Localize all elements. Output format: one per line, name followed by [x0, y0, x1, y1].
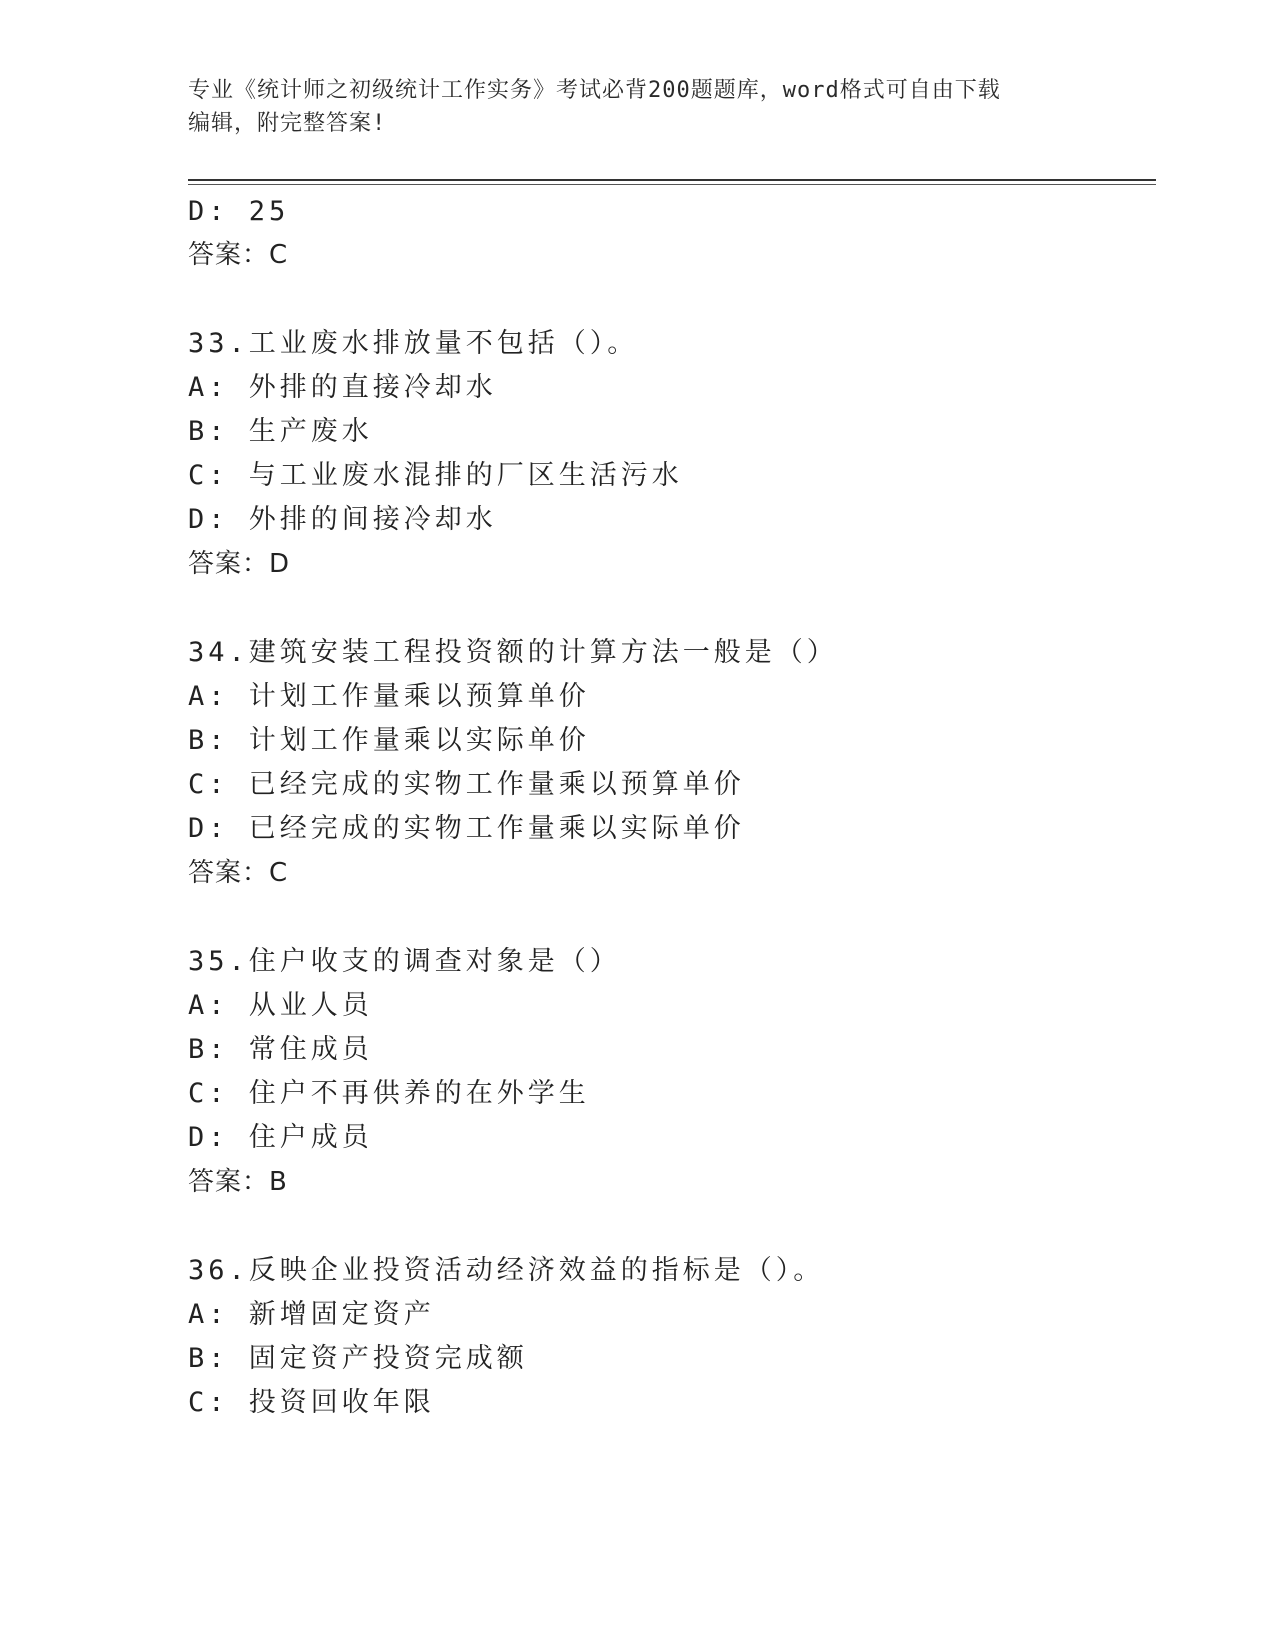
question-33-option-a: A: 外排的直接冷却水 [188, 372, 497, 403]
question-36-option-a: A: 新增固定资产 [188, 1299, 435, 1330]
question-34-option-c: C: 已经完成的实物工作量乘以预算单价 [188, 769, 745, 800]
question-35-option-c: C: 住户不再供养的在外学生 [188, 1078, 590, 1109]
question-35-stem: 35.住户收支的调查对象是（） [188, 946, 621, 977]
prev-answer: 答案：C [188, 240, 289, 270]
prev-option-d: D: 25 [188, 196, 290, 227]
question-33-answer: 答案：D [188, 549, 291, 579]
question-34-answer: 答案：C [188, 858, 289, 888]
header-divider-thick [188, 179, 1156, 181]
header-divider-thin [188, 184, 1156, 185]
question-34-option-d: D: 已经完成的实物工作量乘以实际单价 [188, 813, 745, 844]
question-33-option-c: C: 与工业废水混排的厂区生活污水 [188, 460, 683, 491]
question-35-option-d: D: 住户成员 [188, 1122, 373, 1153]
question-36-option-b: B: 固定资产投资完成额 [188, 1343, 528, 1374]
question-33-option-d: D: 外排的间接冷却水 [188, 504, 497, 535]
question-34-stem: 34.建筑安装工程投资额的计算方法一般是（） [188, 637, 838, 668]
question-33-option-b: B: 生产废水 [188, 416, 373, 447]
question-33-stem: 33.工业废水排放量不包括（）。 [188, 328, 639, 359]
question-36-stem: 36.反映企业投资活动经济效益的指标是（）。 [188, 1255, 825, 1286]
header-title-line-1: 专业《统计师之初级统计工作实务》考试必背200题题库，word格式可自由下载 [188, 78, 1001, 103]
question-34-option-a: A: 计划工作量乘以预算单价 [188, 681, 590, 712]
header-title-line-2: 编辑，附完整答案! [188, 111, 387, 136]
question-35-option-a: A: 从业人员 [188, 990, 373, 1021]
document-header [188, 74, 1088, 140]
question-35-option-b: B: 常住成员 [188, 1034, 373, 1065]
question-36-option-c: C: 投资回收年限 [188, 1387, 435, 1418]
question-35-answer: 答案：B [188, 1167, 288, 1197]
question-34-option-b: B: 计划工作量乘以实际单价 [188, 725, 590, 756]
